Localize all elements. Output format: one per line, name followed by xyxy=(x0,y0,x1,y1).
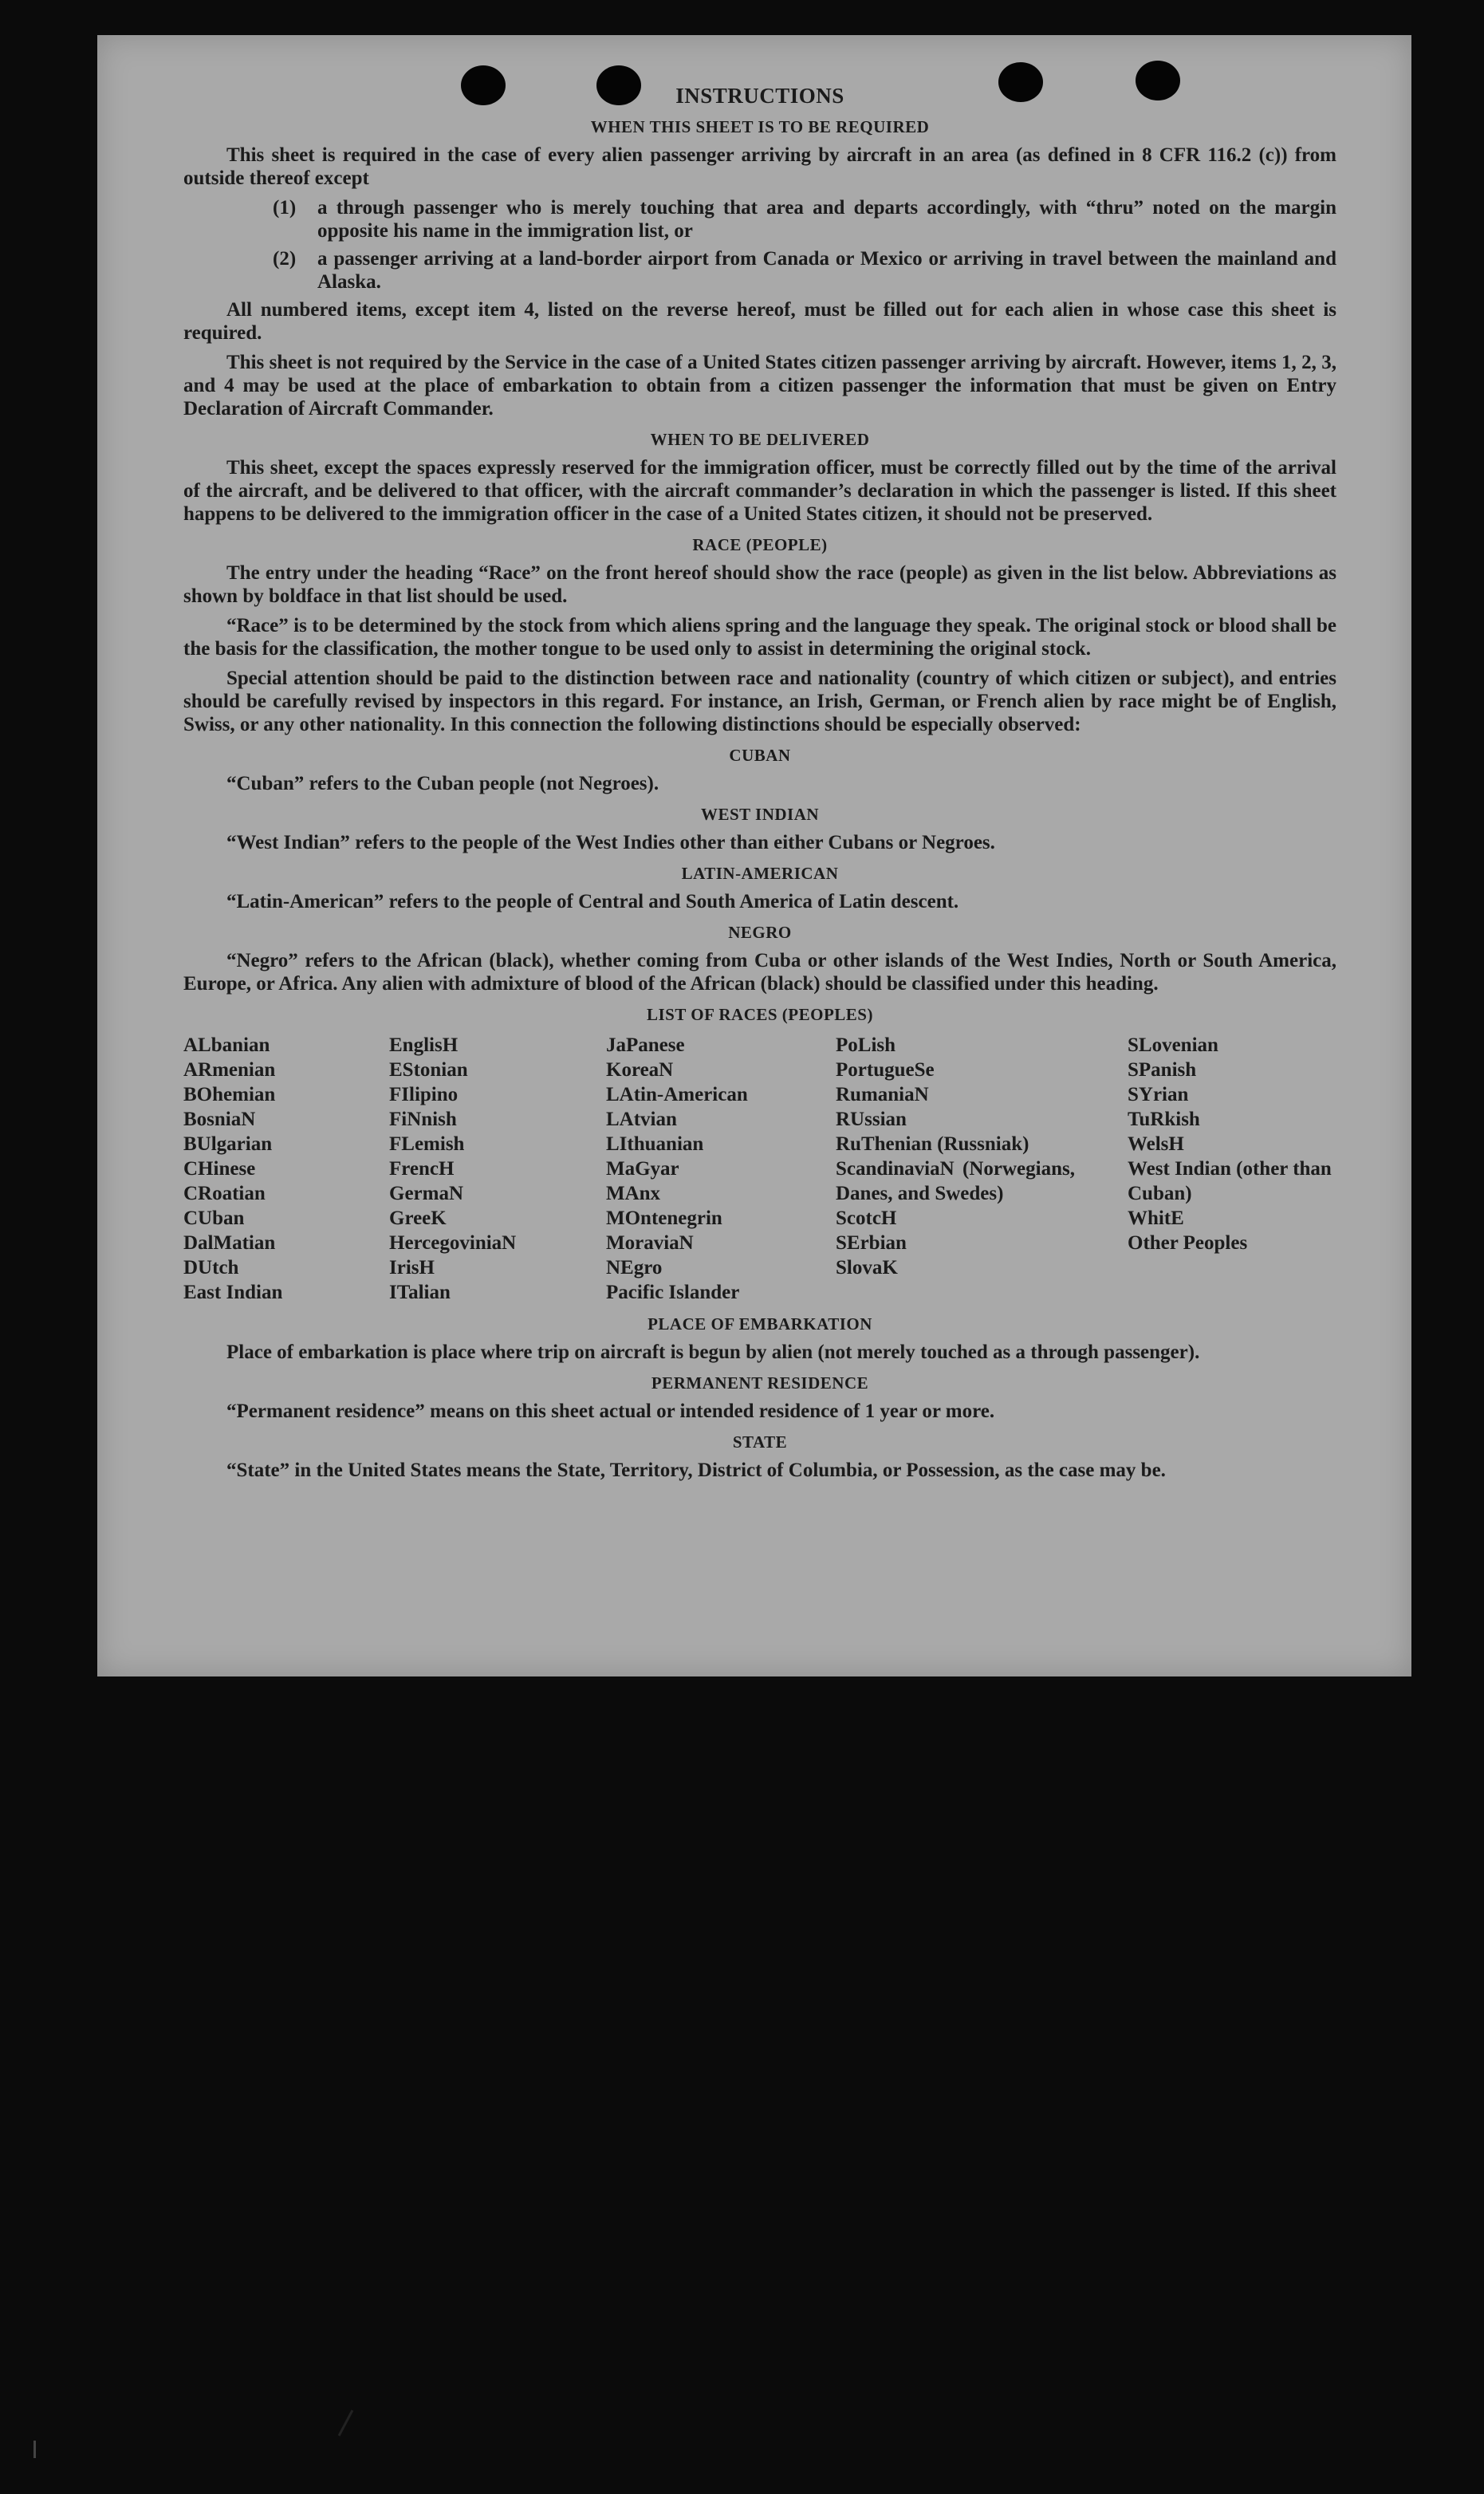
race-entry: East Indian xyxy=(183,1282,283,1303)
race-entry: TuRkish xyxy=(1128,1109,1200,1130)
race-entry: MOntenegrin xyxy=(606,1208,722,1229)
race-entry: MAnx xyxy=(606,1183,661,1204)
section-heading-race: RACE (PEOPLE) xyxy=(692,535,828,554)
race-entry: ALbanian xyxy=(183,1034,270,1056)
race-entry: LAtvian xyxy=(606,1109,677,1130)
race-entry: RumaniaN xyxy=(836,1084,929,1105)
exception-item xyxy=(273,247,1336,294)
race-entry: SYrian xyxy=(1128,1084,1189,1105)
when-required-para2: All numbered items, except item 4, listed on the reverse hereof, must be filled out for each alien in whose case this sheet is required. xyxy=(183,299,1336,344)
race-entry: IrisH xyxy=(389,1257,435,1279)
race-entry: ARmenian xyxy=(183,1059,276,1081)
races-column-1 xyxy=(183,1033,389,1305)
race-entry: BosniaN xyxy=(183,1109,256,1130)
race-entry: FLemish xyxy=(389,1133,465,1155)
state-text: “State” in the United States means the State, Territory, District of Columbia, or Possession, as the case may be. xyxy=(226,1460,1166,1481)
race-entry: RuThenian (Russniak) xyxy=(836,1133,1029,1155)
document-sheet xyxy=(97,35,1411,1676)
section-heading-residence: PERMANENT RESIDENCE xyxy=(651,1373,869,1393)
race-para1: The entry under the heading “Race” on the front hereof should show the race (people) as given in the list below. Abbreviations as shown by boldface in that list should be used. xyxy=(183,562,1336,607)
section-heading-list-of-races: LIST OF RACES (PEOPLES) xyxy=(647,1005,873,1024)
race-entry: ScandinaviaN (Norwegians, Danes, and Swedes) xyxy=(836,1158,1075,1204)
race-entry: ScotcH xyxy=(836,1208,897,1229)
when-delivered-text: This sheet, except the spaces expressly reserved for the immigration officer, must be correctly filled out by the time of the arrival of the aircraft, and be delivered to that officer, with the aircraft commander’s declaration in which the passenger is listed. If this sheet happens to be delivered to the immigration officer in the case of a United States citizen, it should not be preserved. xyxy=(183,457,1336,525)
when-required-intro: This sheet is required in the case of every alien passenger arriving by aircraft in an area (as defined in 8 CFR 116.2 (c)) from outside thereof except xyxy=(183,144,1336,189)
race-entry: GermaN xyxy=(389,1183,464,1204)
races-column-2 xyxy=(389,1033,606,1305)
negro-text: “Negro” refers to the African (black), whether coming from Cuba or other islands of the West Indies, North or South America, Europe, or Africa. Any alien with admixture of blood of the African (black) should be classified under this heading. xyxy=(183,950,1336,995)
section-heading-latin-american: LATIN-AMERICAN xyxy=(681,864,839,883)
races-list xyxy=(183,1033,1336,1305)
instructions-content xyxy=(183,85,1336,1488)
item-number: (1) xyxy=(273,197,297,219)
races-column-5 xyxy=(1128,1033,1336,1305)
race-entry: FiNnish xyxy=(389,1109,457,1130)
race-entry: CUban xyxy=(183,1208,245,1229)
section-heading-negro: NEGRO xyxy=(728,923,792,942)
race-entry: LAtin-American xyxy=(606,1084,748,1105)
item-number: (2) xyxy=(273,248,297,270)
race-para3: Special attention should be paid to the distinction between race and nationality (country of which citizen or subject), and entries should be carefully revised by inspectors in this regard. For instance, an Irish, German, or French alien by race might be of English, Swiss, or any other nationality. In this connection the following distinctions should be especially observed: xyxy=(183,668,1336,735)
item-text: a through passenger who is merely touching that area and departs accordingly, with “thru” noted on the margin opposite his name in the immigration list, or xyxy=(317,197,1336,242)
race-entry: SLovenian xyxy=(1128,1034,1218,1056)
section-heading-cuban: CUBAN xyxy=(729,746,791,765)
race-entry: BUlgarian xyxy=(183,1133,273,1155)
race-para2: “Race” is to be determined by the stock from which aliens spring and the language they speak. The original stock or blood shall be the basis for the classification, the mother tongue to be used only to assist in determining the original stock. xyxy=(183,615,1336,660)
race-entry: Pacific Islander xyxy=(606,1282,740,1303)
cuban-text: “Cuban” refers to the Cuban people (not Negroes). xyxy=(226,773,659,794)
section-heading-when-delivered: WHEN TO BE DELIVERED xyxy=(650,430,870,449)
race-entry: WelsH xyxy=(1128,1133,1184,1155)
section-heading-state: STATE xyxy=(732,1432,788,1452)
race-entry: JaPanese xyxy=(606,1034,685,1056)
section-heading-embarkation: PLACE OF EMBARKATION xyxy=(648,1314,872,1334)
race-entry: MoraviaN xyxy=(606,1232,694,1254)
west-indian-text: “West Indian” refers to the people of the West Indies other than either Cubans or Negroes. xyxy=(226,832,995,853)
residence-text: “Permanent residence” means on this sheet actual or intended residence of 1 year or more. xyxy=(226,1401,995,1422)
race-entry: Other Peoples xyxy=(1128,1232,1248,1254)
race-entry: SErbian xyxy=(836,1232,907,1254)
race-entry: EnglisH xyxy=(389,1034,459,1056)
race-entry: DalMatian xyxy=(183,1232,276,1254)
race-entry: WhitE xyxy=(1128,1208,1184,1229)
race-entry: BOhemian xyxy=(183,1084,276,1105)
race-entry: KoreaN xyxy=(606,1059,674,1081)
races-column-3 xyxy=(606,1033,836,1305)
race-entry: LIthuanian xyxy=(606,1133,704,1155)
race-entry: FIlipino xyxy=(389,1084,459,1105)
race-entry: NEgro xyxy=(606,1257,663,1279)
race-entry: SPanish xyxy=(1128,1059,1197,1081)
race-entry: HercegoviniaN xyxy=(389,1232,517,1254)
race-entry: PortugueSe xyxy=(836,1059,935,1081)
race-entry: SlovaK xyxy=(836,1257,898,1279)
exception-item xyxy=(273,196,1336,242)
embarkation-text: Place of embarkation is place where trip on aircraft is begun by alien (not merely touched as a through passenger). xyxy=(226,1342,1200,1363)
latin-american-text: “Latin-American” refers to the people of Central and South America of Latin descent. xyxy=(226,891,959,912)
race-entry: West Indian (other than Cuban) xyxy=(1128,1158,1332,1204)
section-heading-when-required: WHEN THIS SHEET IS TO BE REQUIRED xyxy=(590,117,930,136)
race-entry: FrencH xyxy=(389,1158,455,1180)
page-title: INSTRUCTIONS xyxy=(675,84,844,108)
scanner-scratch xyxy=(338,2409,354,2436)
scanner-scratch xyxy=(33,2441,36,2458)
section-heading-west-indian: WEST INDIAN xyxy=(700,805,820,824)
races-column-4 xyxy=(836,1033,1128,1305)
item-text: a passenger arriving at a land-border airport from Canada or Mexico or arriving in travel between the mainland and Alaska. xyxy=(317,248,1336,293)
race-entry: EStonian xyxy=(389,1059,468,1081)
race-entry: CHinese xyxy=(183,1158,256,1180)
race-entry: RUssian xyxy=(836,1109,907,1130)
race-entry: CRoatian xyxy=(183,1183,266,1204)
race-entry: MaGyar xyxy=(606,1158,679,1180)
race-entry: PoLish xyxy=(836,1034,896,1056)
race-entry: DUtch xyxy=(183,1257,239,1279)
race-entry: GreeK xyxy=(389,1208,447,1229)
race-entry: ITalian xyxy=(389,1282,451,1303)
when-required-para3: This sheet is not required by the Service in the case of a United States citizen passenger arriving by aircraft. However, items 1, 2, 3, and 4 may be used at the place of embarkation to obtain from a citizen passenger the information that must be given on Entry Declaration of Aircraft Commander. xyxy=(183,352,1336,420)
